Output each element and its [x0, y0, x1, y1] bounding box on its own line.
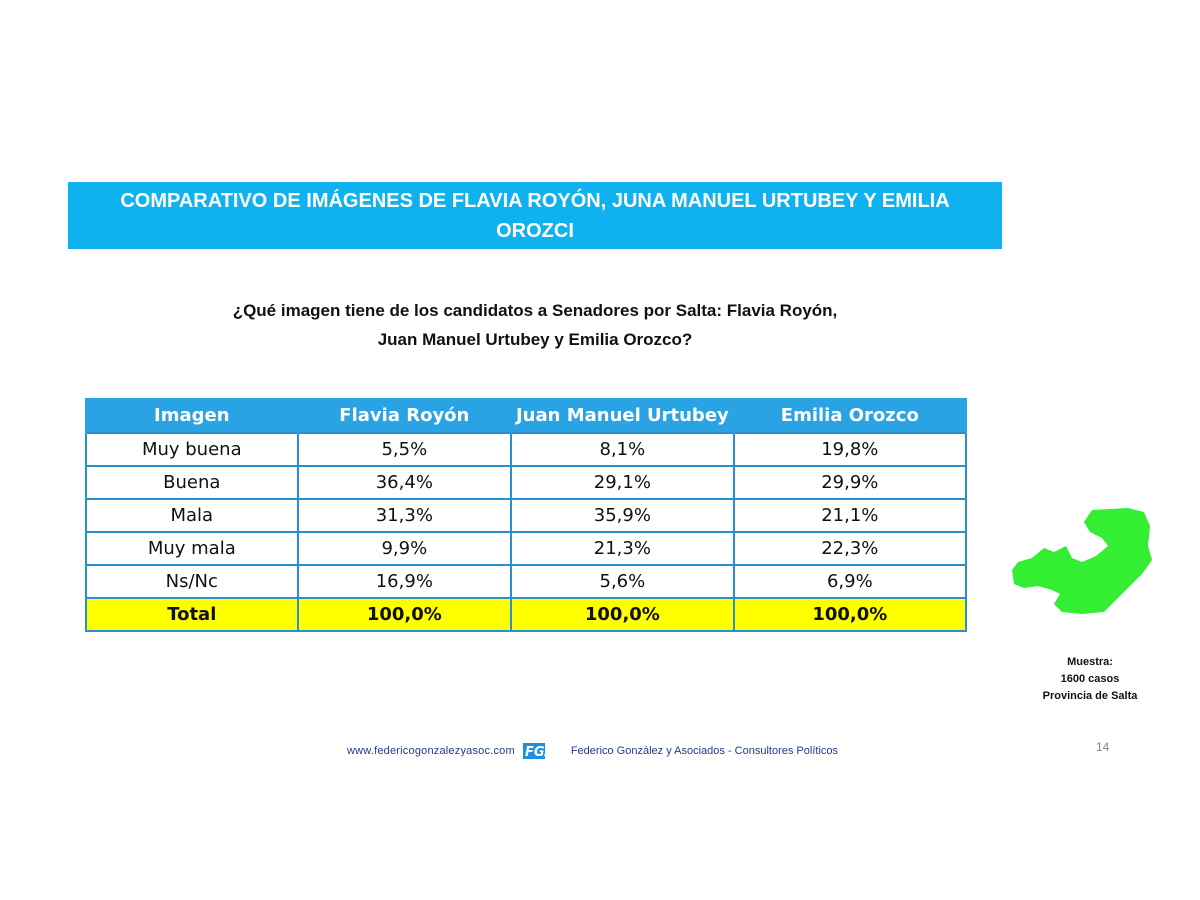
table-cell: 100,0% [511, 598, 734, 631]
table-row [86, 433, 966, 466]
table-cell: 35,9% [511, 499, 734, 532]
page-number: 14 [1096, 740, 1110, 754]
table-cell: 36,4% [298, 466, 512, 499]
table-cell: 16,9% [298, 565, 512, 598]
row-label: Muy mala [86, 532, 298, 565]
row-label: Ns/Nc [86, 565, 298, 598]
results-table [85, 398, 967, 632]
fga-logo [523, 741, 559, 761]
column-header: Juan Manuel Urtubey [511, 398, 734, 433]
sample-size: 1600 casos [1060, 673, 1120, 685]
table-cell: 100,0% [298, 598, 512, 631]
total-row [86, 598, 966, 631]
website-link[interactable]: www.federicogonzalezyasoc.com [347, 745, 515, 757]
table-cell: 8,1% [511, 433, 734, 466]
table-cell: 5,6% [511, 565, 734, 598]
firm-name: Federico González y Asociados - Consultores Políticos [570, 745, 839, 757]
table-row [86, 466, 966, 499]
table-cell: 22,3% [734, 532, 966, 565]
table-cell: 6,9% [734, 565, 966, 598]
table-cell: 21,1% [734, 499, 966, 532]
table-header-row [86, 398, 966, 433]
table-row [86, 565, 966, 598]
table-cell: 5,5% [298, 433, 512, 466]
sample-region: Provincia de Salta [1042, 690, 1138, 702]
table-cell: 31,3% [298, 499, 512, 532]
question-line-2: Juan Manuel Urtubey y Emilia Orozco? [377, 330, 693, 349]
table-row [86, 499, 966, 532]
column-header: Flavia Royón [298, 398, 512, 433]
row-label: Buena [86, 466, 298, 499]
title-banner: COMPARATIVO DE IMÁGENES DE FLAVIA ROYÓN, JUNA MANUEL URTUBEY Y EMILIA OROZCI [68, 182, 1002, 249]
survey-question [140, 296, 930, 354]
column-header: Imagen [86, 398, 298, 433]
row-label: Total [86, 598, 298, 631]
sample-info [1030, 654, 1150, 705]
table-cell: 29,1% [511, 466, 734, 499]
table-row [86, 532, 966, 565]
question-line-1: ¿Qué imagen tiene de los candidatos a Senadores por Salta: Flavia Royón, [232, 301, 838, 320]
fga-logo-text: FGA [524, 745, 555, 760]
footer [347, 740, 838, 762]
salta-map-shape [1012, 508, 1152, 614]
table-cell: 19,8% [734, 433, 966, 466]
row-label: Muy buena [86, 433, 298, 466]
sample-label: Muestra: [1067, 656, 1113, 668]
table-cell: 21,3% [511, 532, 734, 565]
table-cell: 100,0% [734, 598, 966, 631]
row-label: Mala [86, 499, 298, 532]
table-cell: 9,9% [298, 532, 512, 565]
column-header: Emilia Orozco [734, 398, 966, 433]
salta-province-map-icon [1010, 508, 1155, 616]
table-cell: 29,9% [734, 466, 966, 499]
